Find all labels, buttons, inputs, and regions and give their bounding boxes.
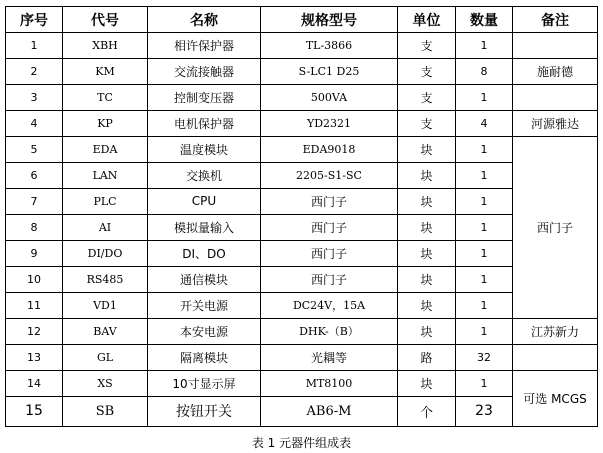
header-row: [6, 7, 598, 33]
cell-remark: [513, 33, 598, 59]
cell-spec: DC24V，15A: [261, 292, 398, 318]
cell-qty: 1: [456, 162, 513, 188]
cell-code: KM: [63, 58, 148, 84]
cell-spec: 西门子: [261, 188, 398, 214]
table-row: [6, 110, 598, 136]
cell-unit: 支: [398, 33, 456, 59]
cell-no: 11: [6, 292, 63, 318]
cell-unit: 路: [398, 344, 456, 370]
table-row: [6, 214, 598, 240]
table-row: [6, 58, 598, 84]
cell-unit: 块: [398, 370, 456, 396]
cell-code: EDA: [63, 136, 148, 162]
cell-no: 3: [6, 84, 63, 110]
cell-no: 10: [6, 266, 63, 292]
cell-spec: 500VA: [261, 84, 398, 110]
cell-remark: 可选 MCGS: [513, 370, 598, 426]
cell-name: 本安电源: [148, 318, 261, 344]
cell-spec: YD2321: [261, 110, 398, 136]
cell-no: 15: [6, 396, 63, 426]
cell-name: 隔离模块: [148, 344, 261, 370]
cell-qty: 1: [456, 370, 513, 396]
cell-name: CPU: [148, 188, 261, 214]
cell-spec: EDA9018: [261, 136, 398, 162]
cell-name: 10寸显示屏: [148, 370, 261, 396]
cell-code: VD1: [63, 292, 148, 318]
cell-no: 4: [6, 110, 63, 136]
table-row: [6, 266, 598, 292]
cell-name: 交流接触器: [148, 58, 261, 84]
cell-name: 控制变压器: [148, 84, 261, 110]
cell-qty: 1: [456, 33, 513, 59]
cell-code: LAN: [63, 162, 148, 188]
cell-spec: 光耦等: [261, 344, 398, 370]
components-table: [5, 6, 598, 427]
header-code: 代号: [63, 7, 148, 33]
cell-code: XS: [63, 370, 148, 396]
cell-name: DI、DO: [148, 240, 261, 266]
cell-unit: 块: [398, 318, 456, 344]
cell-name: 通信模块: [148, 266, 261, 292]
cell-no: 7: [6, 188, 63, 214]
cell-code: BAV: [63, 318, 148, 344]
cell-spec: 西门子: [261, 240, 398, 266]
cell-unit: 块: [398, 136, 456, 162]
cell-spec: DHK-（B）: [261, 318, 398, 344]
cell-remark: 西门子: [513, 136, 598, 318]
table-row: [6, 318, 598, 344]
table-row: [6, 240, 598, 266]
cell-code: RS485: [63, 266, 148, 292]
cell-no: 13: [6, 344, 63, 370]
table-row: [6, 136, 598, 162]
cell-code: SB: [63, 396, 148, 426]
header-no: 序号: [6, 7, 63, 33]
cell-code: PLC: [63, 188, 148, 214]
cell-qty: 1: [456, 188, 513, 214]
cell-spec: 西门子: [261, 266, 398, 292]
cell-unit: 个: [398, 396, 456, 426]
cell-no: 14: [6, 370, 63, 396]
cell-qty: 4: [456, 110, 513, 136]
header-name: 名称: [148, 7, 261, 33]
cell-qty: 1: [456, 266, 513, 292]
cell-remark: 施耐德: [513, 58, 598, 84]
cell-name: 按钮开关: [148, 396, 261, 426]
header-remark: 备注: [513, 7, 598, 33]
table-row: [6, 292, 598, 318]
cell-code: XBH: [63, 33, 148, 59]
cell-remark: [513, 344, 598, 370]
table-row: [6, 33, 598, 59]
cell-code: GL: [63, 344, 148, 370]
table-row: [6, 188, 598, 214]
cell-qty: 1: [456, 214, 513, 240]
cell-remark: 江苏新力: [513, 318, 598, 344]
cell-qty: 32: [456, 344, 513, 370]
cell-no: 1: [6, 33, 63, 59]
cell-spec: AB6-M: [261, 396, 398, 426]
cell-unit: 支: [398, 84, 456, 110]
cell-qty: 1: [456, 136, 513, 162]
cell-unit: 块: [398, 188, 456, 214]
cell-remark: [513, 84, 598, 110]
cell-unit: 支: [398, 110, 456, 136]
header-unit: 单位: [398, 7, 456, 33]
cell-unit: 块: [398, 240, 456, 266]
cell-name: 相许保护器: [148, 33, 261, 59]
table-row: [6, 396, 598, 426]
cell-name: 交换机: [148, 162, 261, 188]
cell-name: 温度模块: [148, 136, 261, 162]
cell-unit: 块: [398, 292, 456, 318]
cell-unit: 块: [398, 214, 456, 240]
cell-code: KP: [63, 110, 148, 136]
cell-spec: TL-3866: [261, 33, 398, 59]
cell-spec: MT8100: [261, 370, 398, 396]
cell-no: 5: [6, 136, 63, 162]
table-row: [6, 84, 598, 110]
cell-qty: 8: [456, 58, 513, 84]
cell-no: 9: [6, 240, 63, 266]
cell-spec: 2205-S1-SC: [261, 162, 398, 188]
cell-spec: 西门子: [261, 214, 398, 240]
cell-spec: S-LC1 D25: [261, 58, 398, 84]
cell-qty: 1: [456, 318, 513, 344]
cell-code: DI/DO: [63, 240, 148, 266]
cell-qty: 1: [456, 240, 513, 266]
cell-qty: 1: [456, 292, 513, 318]
cell-no: 8: [6, 214, 63, 240]
table-row: [6, 370, 598, 396]
table-row: [6, 344, 598, 370]
cell-name: 模拟量输入: [148, 214, 261, 240]
table-caption: 表 1 元器件组成表: [251, 436, 352, 450]
cell-name: 开关电源: [148, 292, 261, 318]
cell-code: TC: [63, 84, 148, 110]
header-spec: 规格型号: [261, 7, 398, 33]
cell-no: 6: [6, 162, 63, 188]
cell-remark: 河源雅达: [513, 110, 598, 136]
cell-no: 12: [6, 318, 63, 344]
cell-unit: 块: [398, 162, 456, 188]
cell-qty: 23: [456, 396, 513, 426]
cell-name: 电机保护器: [148, 110, 261, 136]
header-qty: 数量: [456, 7, 513, 33]
cell-qty: 1: [456, 84, 513, 110]
cell-code: AI: [63, 214, 148, 240]
table-row: [6, 162, 598, 188]
cell-unit: 块: [398, 266, 456, 292]
cell-no: 2: [6, 58, 63, 84]
cell-unit: 支: [398, 58, 456, 84]
